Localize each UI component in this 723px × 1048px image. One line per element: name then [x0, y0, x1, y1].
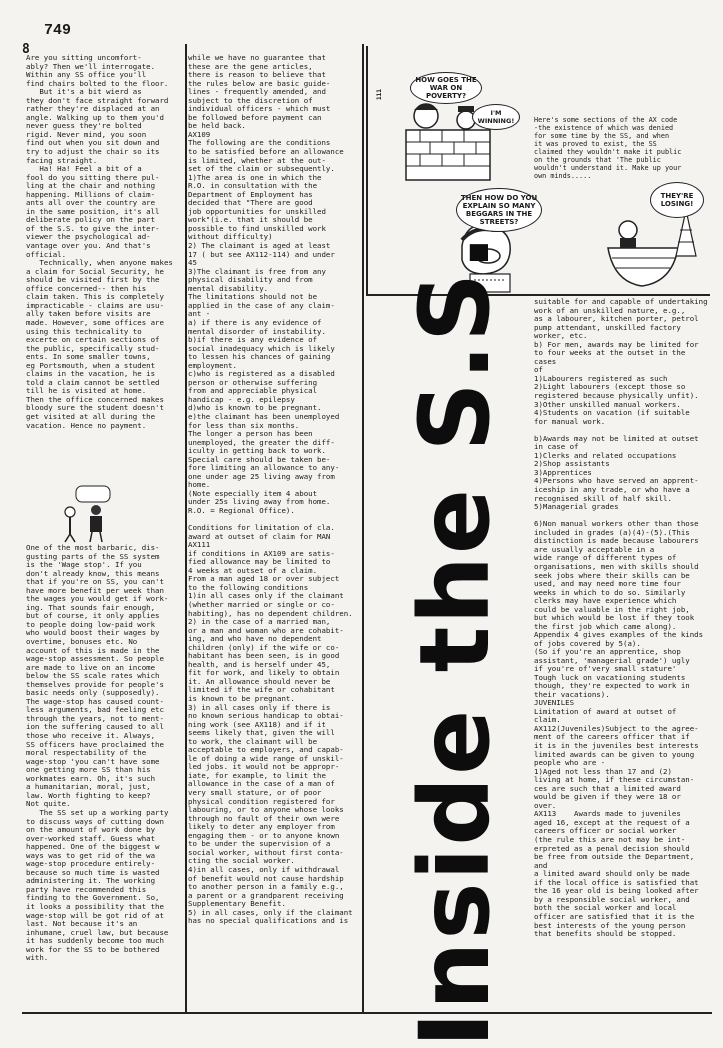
- column-rule-1: [185, 44, 187, 1014]
- headline-text: Inside the S.S.: [399, 232, 511, 1048]
- page-number: 749: [44, 22, 72, 39]
- page-marker: 8: [22, 42, 30, 57]
- column-3-text: suitable for and capable of undertaking work of an unskilled nature, e.g., as a labourer, kitchen porter, petrol pump attendant, unskilled factory worker, etc. b) For men, awards may be limited for to four weeks at the outset in the cases of 1)Labourers registered as such 2)Light labourers (except those so registered because physically unfit). 3)Other unskilled manual workers. 4)Students on vacation (if suitable for manual work. b)Awards may not be limited at outset in case of 1)Clerks and related occupations 2)Shop assistants 3)Apprentices 4)Persons who have served an apprent- iceship in any trade, or who have a recognised skill of half skill. 5)Managerial grades 6)Non manual workers other than those included in grades (a)(4)-(5).(This distinction is made because labourers are usually acceptable in a wide range of different types of organisations, men with skills should seek jobs where their skills can be used, and may need more time four weeks in which to do so. Similarly clerks may have experience which could be valuable in the right job, but which would be lost if they took the first job which came along). Appendix 4 gives examples of the kinds of jobs covered by 5(a).: [534, 297, 708, 648]
- wage-stop-article: One of the most barbaric, dis- gusting parts of the SS system is the 'Wage stop'. If you don't already know, this means that if you're on SS, you can't have more benefit per week than the wages you would get if work- ing. That sounds fair enough, but of course, it only applies to people doing low-paid work who would boost their wages by overtime, bonuses etc. No account of this is made in the wage-stop assessment. So people are made to live on an income below the SS scale rates which themselves provide for people's basic needs only (supposedly). The wage-stop has caused count- less arguments, bad feeling etc through the years, not to ment- ion the suffering caused to all those who receive it. Always, SS officers have proclaimed the moral respectability of the wage-stop 'you can't have some one getting more SS than his workmates earn. Oh, it's such a humanitarian, moral, just, law. Worth fighting to keep? Not quite. The SS set up a working party to discuss ways of cutting down on the amount of work done by over-worked staff. Guess what happened. One of the biggest w ways was to get rid of the wa wage-stop procedure entirely- because so much time is wasted administering it. The working party have recommended this finding to the Government. So, it looks a possibility that the wage-stop will be got rid of at last. Not because it's an inhumane, cruel law, but because it has suddenly become too much work for the SS to be bothered with.: [26, 543, 169, 963]
- ax-code-intro: Here's some sections of the AX code -the existence of which was denied for some time by the SS, and when it was proved to exist, the SS claimed they wouldn't make it public on the grounds that 'The public wouldn't understand it. Make up your own minds.....: [534, 116, 682, 180]
- speech-bubble-1: HOW GOES THE WAR ON POVERTY?: [410, 72, 482, 104]
- cartoon-side-note: 111: [376, 89, 383, 100]
- juveniles-section: (So if you're an apprentice, shop assistant, 'managerial grade') ugly if you're of'very small stature' Tough luck on vacationing students though, they're expected to work in their vacations). JUVENILES Limitation of award at outset of claim. AX112(Juveniles)Subject to the agree- ment of the careers officer that if it is in the juveniles best interests limited awards can be given to young people who are - 1)Aged not less than 17 and (2) living at home, if these circumstan- ces are such that a limited award would be given if they were 18 or over. AX113 Awards made to juveniles aged 16, except at the request of a careers officer or social worker (the rule this are not may be int- erpreted as a penal decision should be free from outside the Department, and a limited award should only be made if the local office is satisfied that the 16 year old is being looked after by a responsible social worker, and both the social worker and local officer are satisfied that it is the best interests of the young person that benefits should be stopped.: [534, 647, 699, 939]
- column-2-text: while we have no guarantee that these are the gene articles, there is reason to believe that the rules below are basic guide- lines - frequently amended, and subject to the discretion of individual officers - which must be followed before payment can be held back. AX109 The following are the conditions to be satisfied before an allowance is limited, whether at the out- set of the claim or subsequently. 1)The area is one in which the R.O. in consultation with the Department of Employment has decided that "There are good job opportunities for unskilled work"(i.e. that it should be possible to find unskilled work without difficulty) 2) The claimant is aged at least 17 ( but see AX112-114) and under 45 3)The claimant is free from any physical disability and from mental disability. The limitations should not be applied in the case of any claim- ant - a) if there is any evidence of mental disorder of instability. b)if there is any evidence of social inadequacy which is likely to lessen his chances of gaining employment. c)who is registered as a disabled person or otherwise suffering from and appreciable physical handicap - e.g. epilepsy d)who is known to be pregnant. e)the claimant has been unemployed for less than six months. The longer a person has been unemployed, the greater the diff- iculty in getting back to work. Special care should be taken be- fore limiting an allowance to any- one under age 25 living away from home. (Note especially item 4 about under 25s living away from home. R.O. = Regional Office). Conditions for limitation of cla. award at outset of claim for MAN AX111 if conditions in AX109 are satis- fied allowance may be limited to 4 weeks at outset of a claim. From a man aged 18 or over subject to the following conditions 1)in all cases only if the claimant (whether married or single or co- habiting), has no dependent children. 2) in the case of a married man, or a man and woman who are cohabit- ing, and who have no dependent children (only) if the wife or co- habitant has been seen, is in good health, and is herself under 45, fit for work, and likely to obtain it. An allowance should never be limited if the wife or cohabitant is known to be pregnant. 3) in all cases only if there is no known serious handicap to obtai- ning work (see AX118) and if it seems likely that, given the will to work, the claimant will be acceptable to employers, and capab- le of doing a wide range of unskil- led jobs. it would not be appropr- iate, for example, to limit the allowance in the case of a man of very small stature, or of poor physical condition registered for labouring, or to anyone whose looks through no fault of their own were likely to deter any employer from engaging them - or to anyone known to be under the supervision of a social worker, without first conta- cting the social worker. 4)in all cases, only if withdrawal of benefit would not cause hardship to another person in a family e.g., a parent or a grandparent receiving Supplementary Benefit. 5) in all cases, only if the claimant has no special qualifications and is: [188, 53, 353, 926]
- speech-bubble-2: I'M WINNING!: [472, 104, 520, 130]
- small-cartoon-image: [56, 486, 116, 542]
- speech-bubble-3: THEN HOW DO YOU EXPLAIN SO MANY BEGGARS IN THE STREETS?: [456, 188, 542, 232]
- column-1-text: Are you sitting uncomfort- ably? Then we'll interrogate. Within any SS office you'll find chairs bolted to the floor. But it's a bit wierd as they don't face straight forward rather they're displaced at an angle. Walking up to them you'd never guess they're bolted rigid. Never mind, you soon find out when you sit down and try to adjust the chair so its facing straight. Ha! Ha! Feel a bit of a fool do you sitting there pul- ling at the chair and nothing happening. Millions of claim- ants all over the country are in the same position, it's all deliberate policy on the part of the S.S. to give the inter- viewer the psychological ad- vantage over you. And that's official. Technically, when anyone makes a claim for Social Security, he should be visited first by the office concerned-- then his claim taken. This is completely impracticable - claims are usu- ally taken before visits are made. However, some offices are using this technicality to excerte on certain sections of the public, specifically stud- ents. In some smaller towns, eg Portsmouth, when a student claims in the vacation, he is told a claim cannot be settled till he is visited at home. Then the office concerned makes bloody sure the student doesn't get visited at all during the vacation. Hence no payment.: [26, 53, 173, 430]
- bottom-rule: [22, 1012, 712, 1014]
- column-rule-2: [362, 44, 364, 1014]
- speech-bubble-4: THEY'RE LOSING!: [650, 182, 704, 218]
